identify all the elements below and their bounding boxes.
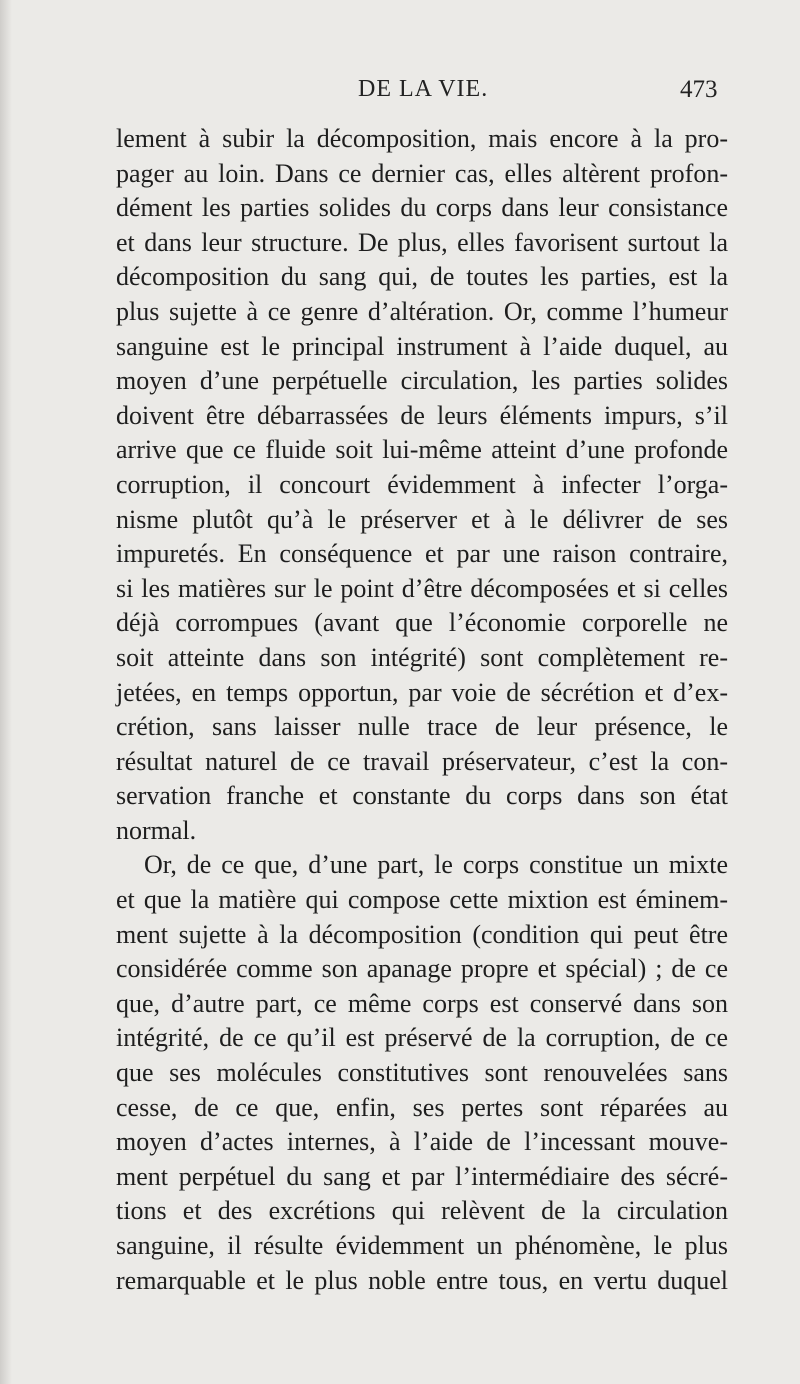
- text-line: moyen d’actes internes, à l’aide de l’incessant mouve-: [116, 1127, 728, 1157]
- text-line: remarquable et le plus noble entre tous, en vertu duquel: [116, 1265, 728, 1295]
- body-text: [116, 122, 728, 1298]
- text-line: soit atteinte dans son intégrité) sont complètement re-: [116, 642, 728, 672]
- text-line: dément les parties solides du corps dans leur consistance: [116, 193, 728, 223]
- text-line: corruption, il concourt évidemment à infecter l’orga-: [116, 469, 728, 499]
- text-line: jetées, en temps opportun, par voie de sécrétion et d’ex-: [116, 677, 728, 707]
- text-line: crétion, sans laisser nulle trace de leur présence, le: [116, 712, 728, 742]
- paragraph-2: [116, 848, 728, 1298]
- text-line: et dans leur structure. De plus, elles favorisent surtout la: [116, 227, 728, 257]
- text-line: normal.: [116, 815, 197, 845]
- text-line: plus sujette à ce genre d’altération. Or, comme l’humeur: [116, 296, 728, 326]
- text-line: résultat naturel de ce travail préservateur, c’est la con-: [116, 746, 728, 776]
- text-line: considérée comme son apanage propre et spécial) ; de ce: [116, 954, 728, 984]
- paragraph-1: [116, 122, 728, 848]
- running-head: [0, 76, 800, 116]
- text-line: sanguine est le principal instrument à l’aide duquel, au: [116, 331, 728, 361]
- text-line: impuretés. En conséquence et par une raison contraire,: [116, 539, 728, 569]
- text-line: lement à subir la décomposition, mais encore à la pro-: [116, 124, 728, 153]
- text-line: Or, de ce que, d’une part, le corps constitue un mixte: [144, 850, 728, 880]
- running-title: DE LA VIE.: [358, 76, 489, 102]
- text-line: sanguine, il résulte évidemment un phénomène, le plus: [116, 1231, 728, 1260]
- text-line: ment sujette à la décomposition (condition qui peut être: [116, 919, 728, 949]
- page-number: 473: [680, 76, 718, 103]
- text-line: intégrité, de ce qu’il est préservé de la corruption, de ce: [116, 1023, 728, 1053]
- text-line: ment perpétuel du sang et par l’intermédiaire des sécré-: [116, 1161, 728, 1191]
- text-line: tions et des excrétions qui relèvent de la circulation: [116, 1196, 728, 1226]
- page-gutter-shadow: [0, 0, 12, 1384]
- text-line: doivent être débarrassées de leurs éléments impurs, s’il: [116, 400, 728, 430]
- text-line: moyen d’une perpétuelle circulation, les parties solides: [116, 366, 728, 396]
- text-line: cesse, de ce que, enfin, ses pertes sont réparées au: [116, 1092, 728, 1122]
- text-line: que ses molécules constitutives sont renouvelées sans: [116, 1058, 728, 1088]
- text-line: pager au loin. Dans ce dernier cas, elles altèrent profon-: [116, 158, 728, 188]
- text-line: arrive que ce fluide soit lui-même atteint d’une profonde: [116, 435, 728, 465]
- text-line: servation franche et constante du corps dans son état: [116, 781, 728, 811]
- text-line: et que la matière qui compose cette mixtion est éminem-: [116, 885, 728, 915]
- text-line: décomposition du sang qui, de toutes les parties, est la: [116, 262, 728, 292]
- text-line: nisme plutôt qu’à le préserver et à le délivrer de ses: [116, 504, 728, 534]
- text-line: que, d’autre part, ce même corps est conservé dans son: [116, 988, 728, 1018]
- text-line: si les matières sur le point d’être décomposées et si celles: [116, 573, 728, 603]
- text-line: déjà corrompues (avant que l’économie corporelle ne: [116, 608, 728, 638]
